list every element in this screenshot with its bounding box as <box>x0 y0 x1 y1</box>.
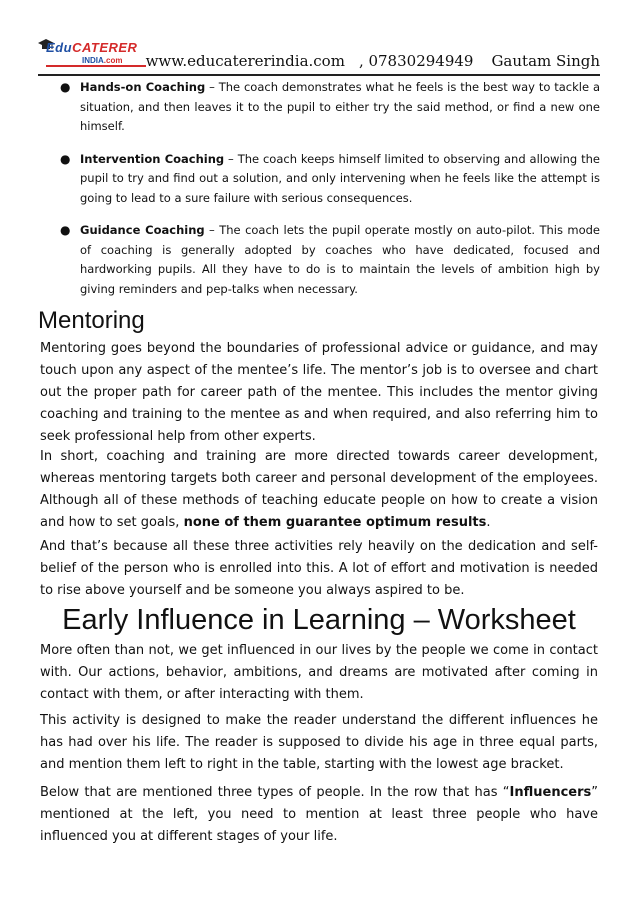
author-name: Gautam Singh <box>491 52 600 70</box>
worksheet-paragraph-2: This activity is designed to make the reader understand the different influences he has had over his life. The reader is supposed to divide his age in three equal parts, and mention them left to right in the table, starting with the lowest age bracket. <box>40 713 598 772</box>
worksheet-paragraph-3: Below that are mentioned three types of people. In the row that has “Influencers” mentioned at the left, you need to mention at least three people who have influenced you at different stages of your life. <box>40 785 598 844</box>
mentoring-heading: Mentoring <box>38 307 145 334</box>
mentoring-paragraph-3: And that’s because all these three activities rely heavily on the dedication and self-belief of the person who is enrolled into this. A lot of effort and motivation is needed to rise above yourself and be someone you always aspired to be. <box>40 539 598 598</box>
worksheet-paragraph-1: More often than not, we get influenced in our lives by the people we come in contact with. Our actions, behavior, ambitions, and dreams are motivated after coming in contact with them, or after interacting with them. <box>40 643 598 702</box>
worksheet-heading: Early Influence in Learning – Worksheet <box>62 604 576 636</box>
phone-number: , 07830294949 <box>358 52 474 70</box>
website-link[interactable]: www.educatererindia.com <box>145 52 345 70</box>
mentoring-paragraph-2: In short, coaching and training are more directed towards career development, whereas mentoring targets both career and personal development of the employees. Although all of these methods of teaching educate people on how to create a vision and how to set goals, none of them guarantee optimum results. <box>40 449 598 530</box>
educaterer-logo: EduCATERER INDIA.com <box>38 38 156 74</box>
bullet-icon: ● <box>60 80 71 94</box>
mentoring-paragraph-1: Mentoring goes beyond the boundaries of professional advice or guidance, and may touch upon any aspect of the mentee’s life. The mentor’s job is to oversee and chart out the proper path for career path of the mentee. This includes the mentor giving coaching and training to the mentee as and when required, and also referring him to seek professional help from other experts. <box>40 341 598 444</box>
bullet-icon: ● <box>60 151 71 166</box>
list-item: ● Hands-on Coaching – The coach demonstrates what he feels is the best way to tackle a situation, and then leaves it to the pupil to either try the said method, or find a new one himself. <box>60 80 600 133</box>
bullet-icon: ● <box>60 223 71 237</box>
coaching-types-list <box>60 78 600 312</box>
list-item: ● Intervention Coaching – The coach keeps himself limited to observing and allowing the pupil to try and find out a solution, and only intervening when he feels like the attempt is going to lead to a sure failure with serious consequences. <box>60 151 600 205</box>
page-header <box>38 38 600 76</box>
list-item: ● Guidance Coaching – The coach lets the pupil operate mostly on auto-pilot. This mode of coaching is generally adopted by coaches who have dedicated, focused and hardworking pupils. All they have to do is to maintain the levels of ambition high by giving reminders and pep-talks when necessary. <box>60 223 600 296</box>
header-contact <box>146 52 600 70</box>
